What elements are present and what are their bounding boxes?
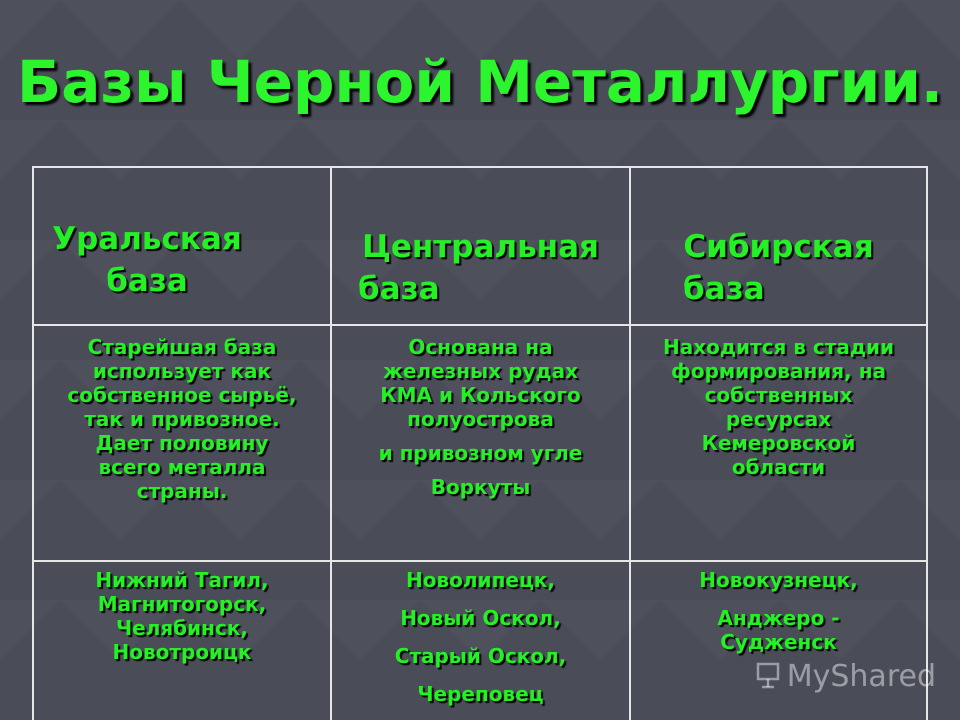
description-ural-line-6: всего металла xyxy=(98,455,266,479)
description-ural-line-3: собственное сырьё, xyxy=(67,383,297,407)
metallurgy-bases-table xyxy=(32,166,928,720)
cities-ural-line-2: Магнитогорск, xyxy=(97,592,267,616)
cities-ural-base xyxy=(34,568,330,664)
table-border-top xyxy=(32,166,928,168)
description-siberian-line-5: Кемеровской xyxy=(701,431,856,455)
description-siberian-line-6: области xyxy=(731,455,826,479)
cities-siberian-base xyxy=(631,568,926,654)
header-siberian-base xyxy=(631,226,926,310)
description-ural-line-4: так и привозное. xyxy=(84,407,280,431)
cities-ural-line-3: Челябинск, xyxy=(115,616,249,640)
table-border-right xyxy=(926,166,928,720)
table-row-divider-2 xyxy=(32,560,928,562)
header-central-line-1: Центральная xyxy=(362,229,599,265)
description-siberian-line-2: формирования, на xyxy=(670,359,887,383)
watermark xyxy=(755,659,936,694)
cities-central-line-2: Новый Оскол, xyxy=(400,606,561,630)
cities-central-line-4: Череповец xyxy=(417,682,544,706)
slide-title: Базы Черной Металлургии. xyxy=(17,48,943,116)
description-central-line-6: Воркуты xyxy=(430,475,531,499)
description-ural-line-2: использует как xyxy=(92,359,272,383)
header-ural-base xyxy=(34,218,330,302)
header-ural-line-2: база xyxy=(106,263,188,299)
header-central-line-2: база xyxy=(358,271,440,307)
presentation-icon xyxy=(755,661,781,689)
description-central-line-4: полуострова xyxy=(407,407,554,431)
header-ural-line-1: Уральская xyxy=(52,221,242,257)
description-central-base xyxy=(332,335,629,499)
description-ural-line-1: Старейшая база xyxy=(87,335,277,359)
description-ural-line-7: страны. xyxy=(136,479,228,503)
description-central-line-2: железных рудах xyxy=(383,359,578,383)
description-siberian-line-4: ресурсах xyxy=(725,407,832,431)
cities-siberian-line-1: Новокузнецк, xyxy=(699,568,858,592)
cities-ural-line-4: Новотроицк xyxy=(112,640,252,664)
watermark-text: MyShared xyxy=(786,659,936,694)
description-central-line-3: КМА и Кольского xyxy=(380,383,581,407)
header-central-base xyxy=(332,226,629,310)
description-ural-line-5: Дает половину xyxy=(95,431,269,455)
description-siberian-line-3: собственных xyxy=(704,383,853,407)
cities-siberian-line-2: Анджеро - xyxy=(717,606,840,630)
description-central-line-5: и привозном угле xyxy=(378,441,583,465)
cities-central-line-1: Новолипецк, xyxy=(406,568,555,592)
description-siberian-base xyxy=(631,335,926,479)
cities-ural-line-1: Нижний Тагил, xyxy=(95,568,269,592)
table-row-divider-1 xyxy=(32,324,928,326)
header-siberian-line-2: база xyxy=(683,271,765,307)
description-central-line-1: Основана на xyxy=(408,335,553,359)
description-siberian-line-1: Находится в стадии xyxy=(662,335,895,359)
cities-central-line-3: Старый Оскол, xyxy=(394,644,567,668)
cities-central-base xyxy=(332,568,629,706)
description-ural-base xyxy=(34,335,330,503)
header-siberian-line-1: Сибирская xyxy=(683,229,874,265)
cities-siberian-line-3: Судженск xyxy=(720,630,837,654)
